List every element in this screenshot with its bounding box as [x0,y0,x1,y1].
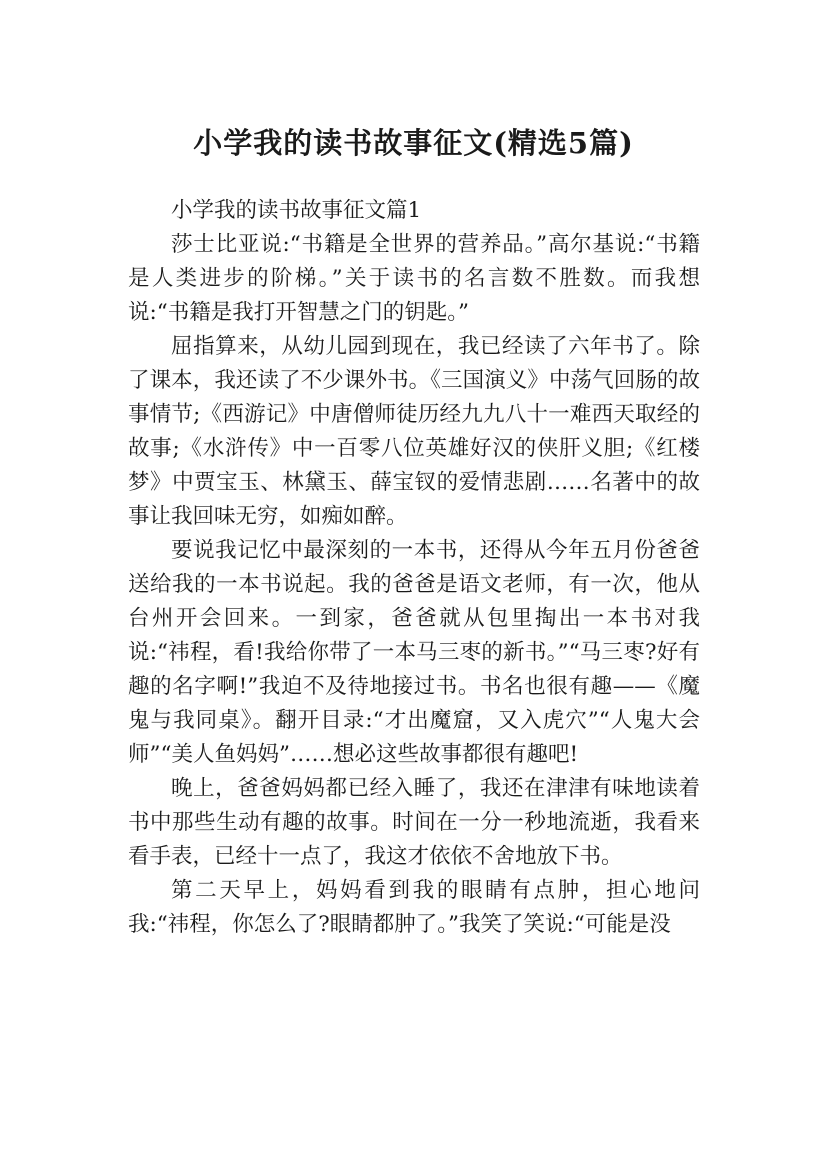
paragraph-2: 屈指算来，从幼儿园到现在，我已经读了六年书了。除了课本，我还读了不少课外书。《三国演义》中荡气回肠的故事情节;《西游记》中唐僧师徒历经九九八十一难西天取经的故事;《水浒传》中一百零八位英雄好汉的侠肝义胆;《红楼梦》中贾宝玉、林黛玉、薛宝钗的爱情悲剧……名著中的故事让我回味无穷，如痴如醉。 [128,334,700,529]
paragraph-1: 莎士比亚说:“书籍是全世界的营养品。”高尔基说:“书籍是人类进步的阶梯。”关于读书的名言数不胜数。而我想说:“书籍是我打开智慧之门的钥匙。” [128,232,700,325]
section-heading: 小学我的读书故事征文篇1 [171,198,422,223]
paragraph-5: 第二天早上，妈妈看到我的眼睛有点肿，担心地问我:“祎程，你怎么了?眼睛都肿了。”我笑了笑说:“可能是没 [128,878,700,937]
paragraph-3: 要说我记忆中最深刻的一本书，还得从今年五月份爸爸送给我的一本书说起。我的爸爸是语文老师，有一次，他从台州开会回来。一到家，爸爸就从包里掏出一本书对我说:“祎程，看!我给你带了一本马三枣的新书。”“马三枣?好有趣的名字啊!”我迫不及待地接过书。书名也很有趣——《魔鬼与我同桌》。翻开目录:“才出魔窟，又入虎穴”“人鬼大会师”“美人鱼妈妈”……想必这些故事都很有趣吧! [128,538,700,767]
document-body [128,194,700,942]
document-title: 小学我的读书故事征文(精选5篇) [193,126,634,161]
paragraph-4: 晚上，爸爸妈妈都已经入睡了，我还在津津有味地读着书中那些生动有趣的故事。时间在一分一秒地流逝，我看来看手表，已经十一点了，我这才依依不舍地放下书。 [128,776,700,869]
